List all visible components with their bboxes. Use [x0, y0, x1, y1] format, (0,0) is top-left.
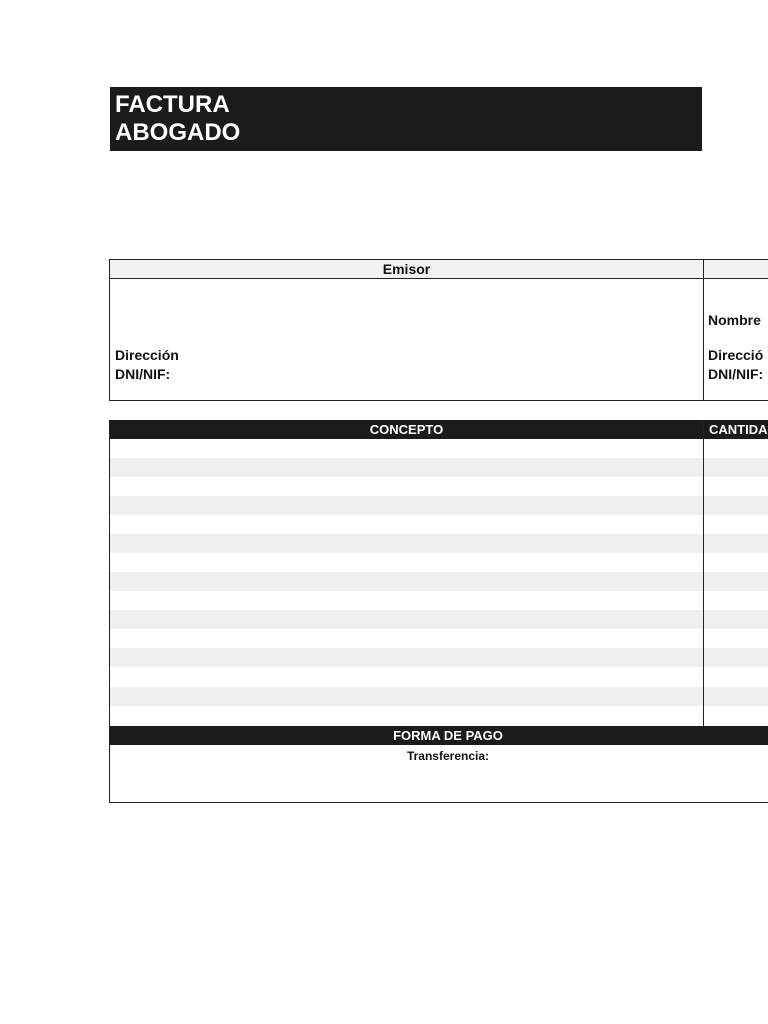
receptor-dni-label: DNI/NIF:: [708, 366, 764, 382]
cantidad-header: CANTIDA: [709, 422, 768, 437]
emisor-direccion-label: Dirección: [115, 347, 179, 363]
invoice-title-block: [110, 87, 702, 151]
table-row-stripe: [110, 687, 768, 706]
parties-table: [109, 259, 768, 401]
table-row-stripe: [110, 610, 768, 629]
receptor-direccion-label: Direcció: [708, 347, 764, 363]
items-header-row: [110, 420, 768, 439]
concepto-header: CONCEPTO: [369, 422, 444, 437]
emisor-heading: Emisor: [110, 260, 703, 279]
invoice-title-line1: FACTURA: [115, 91, 230, 118]
payment-heading: FORMA DE PAGO: [393, 728, 503, 743]
table-row-stripe: [110, 534, 768, 553]
payment-header-row: [110, 726, 768, 745]
table-row-stripe: [110, 572, 768, 591]
table-row-stripe: [110, 648, 768, 667]
receptor-heading: [704, 260, 768, 279]
items-column-divider: [703, 420, 704, 726]
table-row-stripe: [110, 496, 768, 515]
invoice-title-line2: ABOGADO: [115, 119, 241, 146]
table-row-stripe: [110, 458, 768, 477]
items-table: [109, 420, 768, 803]
receptor-nombre-label: Nombre: [708, 312, 761, 328]
emisor-dni-label: DNI/NIF:: [115, 366, 171, 382]
parties-column-divider: [703, 260, 704, 400]
transfer-label: Transferencia:: [406, 749, 490, 763]
